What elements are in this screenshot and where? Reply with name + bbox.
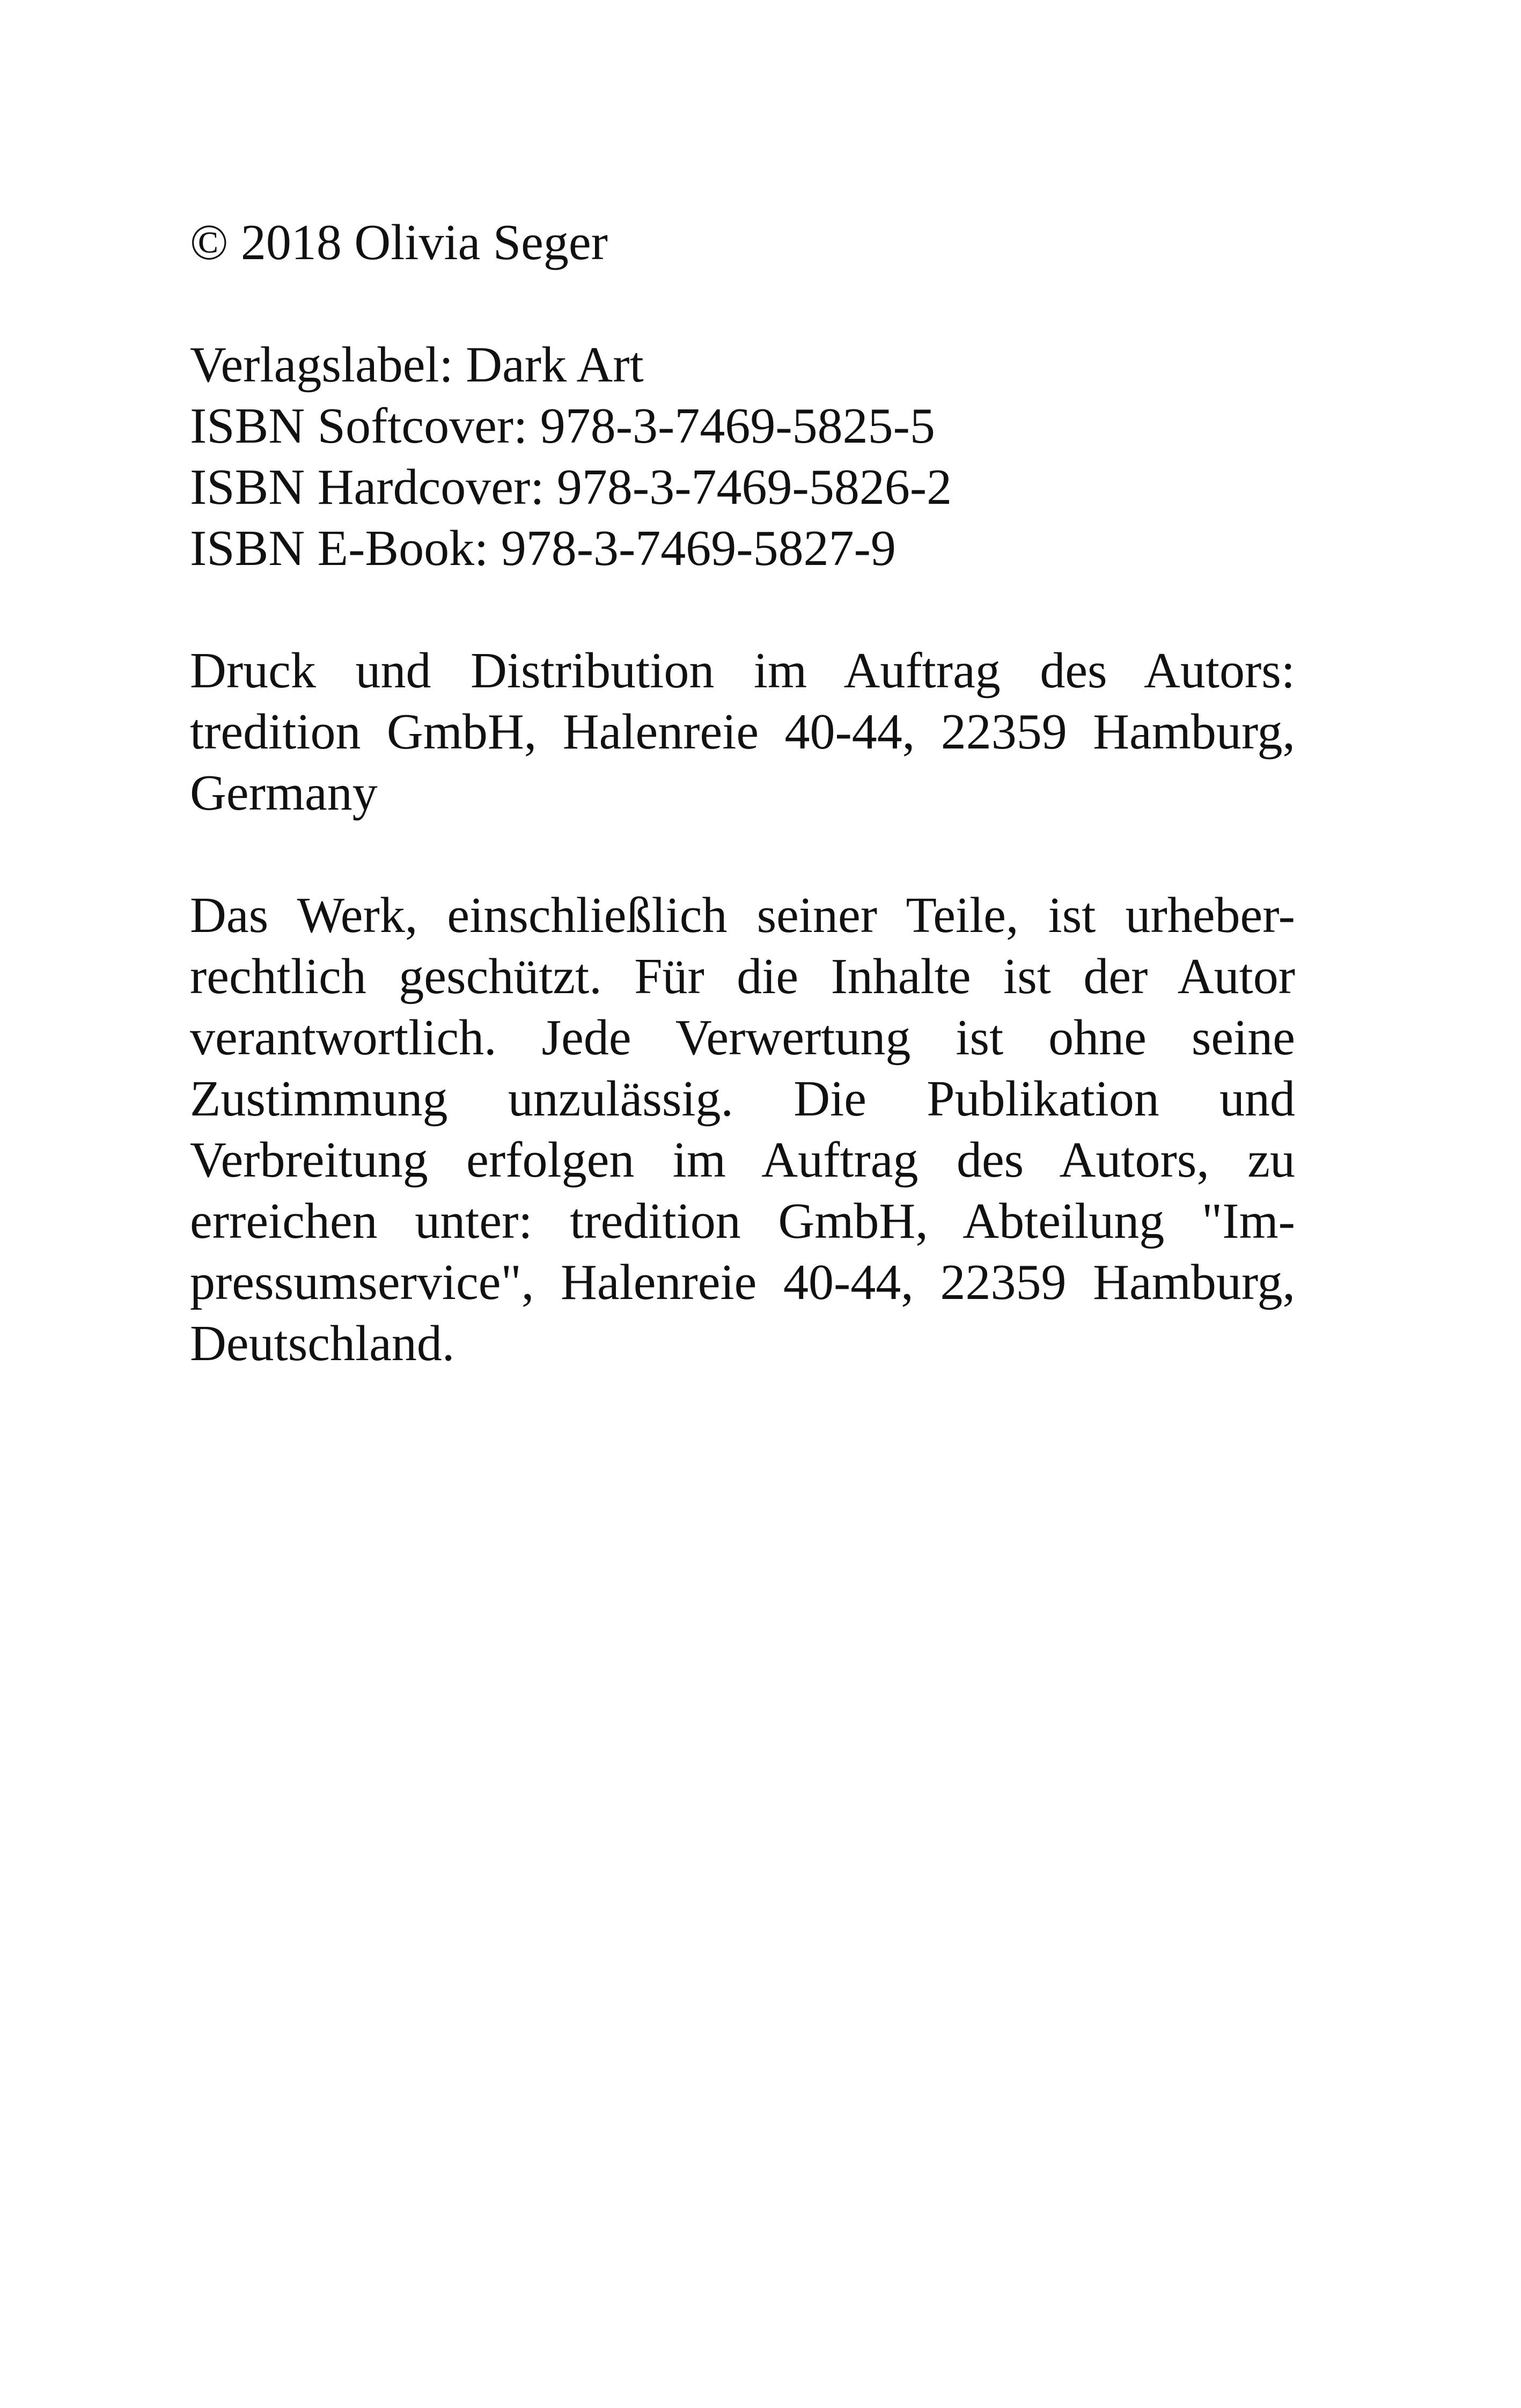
imprint-content — [190, 212, 1295, 1435]
isbn-ebook-line: ISBN E-Book: 978-3-7469-5827-9 — [190, 520, 896, 576]
legal-line: erreichen unter: tredition GmbH, Abteilung "Im- — [190, 1193, 1295, 1249]
legal-line: Deutschland. — [190, 1316, 455, 1371]
legal-line: verantwortlich. Jede Verwertung ist ohne seine — [190, 1010, 1295, 1066]
copyright-line: © 2018 Olivia Seger — [190, 215, 608, 270]
publisher-block — [190, 334, 1295, 579]
distribution-paragraph — [190, 640, 1295, 824]
distribution-line: Druck und Distribution im Auftrag des Autors: — [190, 643, 1295, 699]
distribution-line: Germany — [190, 765, 378, 821]
distribution-line: tredition GmbH, Halenreie 40-44, 22359 Hamburg, — [190, 704, 1295, 760]
copyright-block — [190, 212, 1295, 273]
legal-line: rechtlich geschützt. Für die Inhalte ist der Autor — [190, 949, 1295, 1004]
isbn-softcover-line: ISBN Softcover: 978-3-7469-5825-5 — [190, 398, 935, 454]
legal-line: pressumservice", Halenreie 40-44, 22359 Hamburg, — [190, 1254, 1295, 1310]
isbn-hardcover-line: ISBN Hardcover: 978-3-7469-5826-2 — [190, 459, 952, 515]
legal-paragraph — [190, 885, 1295, 1374]
publisher-label-line: Verlagslabel: Dark Art — [190, 337, 644, 393]
legal-line: Zustimmung unzulässig. Die Publikation und — [190, 1071, 1295, 1127]
legal-line: Verbreitung erfolgen im Auftrag des Autors, zu — [190, 1132, 1295, 1188]
legal-line: Das Werk, einschließlich seiner Teile, ist urheber- — [190, 887, 1295, 943]
